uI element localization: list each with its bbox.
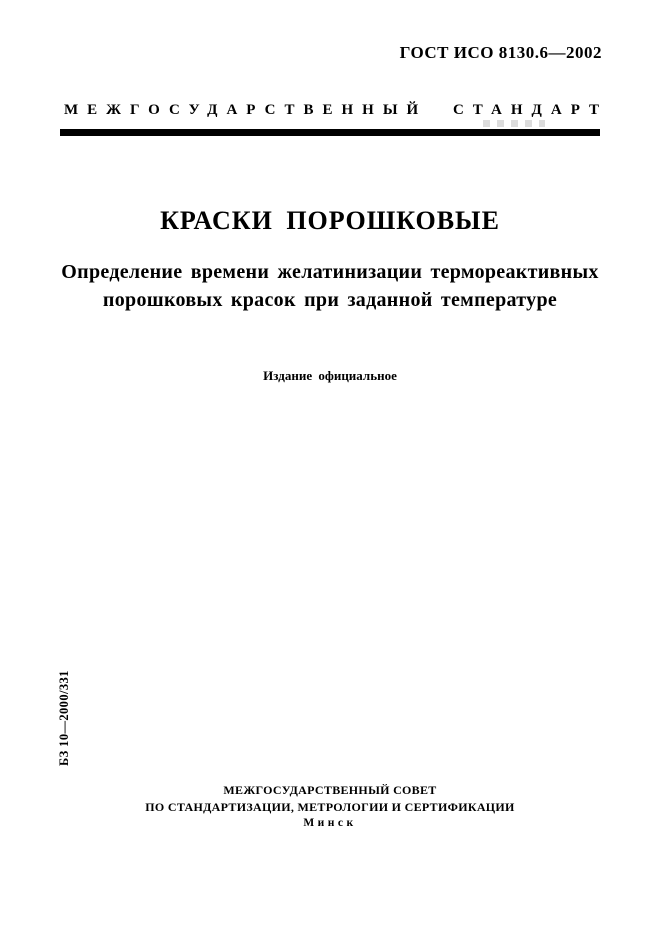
council-scope: ПО СТАНДАРТИЗАЦИИ, МЕТРОЛОГИИ И СЕРТИФИКАЦИИ — [145, 800, 515, 814]
subtitle-line-2: порошковых красок при заданной температуре — [102, 289, 558, 311]
footer-block — [60, 783, 600, 829]
council-name: МЕЖГОСУДАРСТВЕННЫЙ СОВЕТ — [223, 783, 437, 797]
page-title: КРАСКИ ПОРОШКОВЫЕ — [160, 206, 500, 235]
page-subtitle — [40, 258, 620, 314]
catalog-code: БЗ 10—2000/331 — [57, 670, 71, 766]
banner-rule — [60, 129, 600, 136]
standard-type-banner: МЕЖГОСУДАРСТВЕННЫЙ СТАНДАРТ — [64, 102, 609, 118]
subtitle-line-1: Определение времени желатинизации термореактивных — [61, 261, 599, 283]
city-label: Минск — [303, 817, 357, 829]
doc-number: ГОСТ ИСО 8130.6—2002 — [399, 43, 602, 62]
scan-artifact — [483, 120, 545, 127]
edition-note: Издание официальное — [263, 368, 397, 383]
